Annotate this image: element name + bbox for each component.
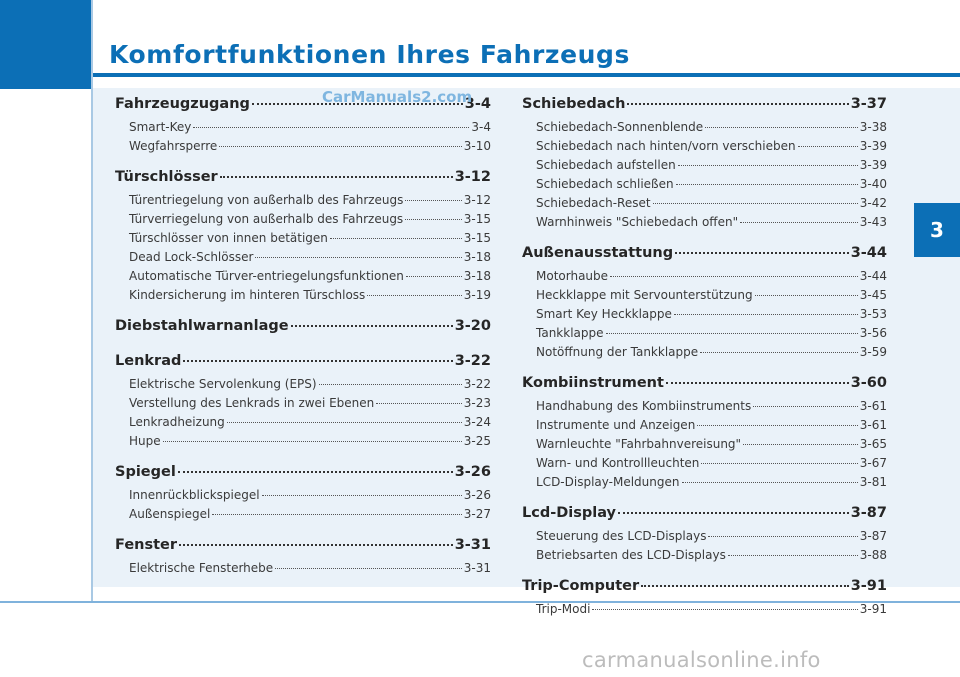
dot-leader: [193, 127, 469, 128]
dot-leader: [291, 325, 453, 327]
toc-entry[interactable]: [522, 158, 887, 177]
toc-section: [115, 169, 491, 307]
toc-section-title: Fenster: [115, 537, 178, 553]
toc-entry-title: LCD-Display-Meldungen: [536, 475, 680, 489]
toc-entry[interactable]: [115, 231, 491, 250]
toc-section-heading[interactable]: [522, 578, 887, 602]
dot-leader: [606, 333, 858, 334]
toc-entry-page: 3-19: [463, 288, 491, 302]
toc-section-heading[interactable]: [522, 505, 887, 529]
toc-entry-title: Türentriegelung von außerhalb des Fahrzeugs: [129, 193, 404, 207]
dot-leader: [708, 536, 857, 537]
chapter-tab[interactable]: [914, 203, 960, 257]
toc-entry-page: 3-15: [463, 231, 491, 245]
toc-entry[interactable]: [522, 177, 887, 196]
toc-entry-page: 3-39: [859, 139, 887, 153]
dot-leader: [682, 482, 858, 483]
dot-leader: [406, 276, 462, 277]
dot-leader: [755, 295, 858, 296]
toc-section-page: 3-31: [454, 537, 491, 553]
toc-section-title: Fahrzeugzugang: [115, 96, 250, 112]
toc-entry-title: Schiebedach aufstellen: [536, 158, 676, 172]
toc-section: [522, 245, 887, 364]
toc-entry-title: Schiebedach-Reset: [536, 196, 651, 210]
left-margin-panel: [0, 0, 93, 603]
toc-entry-page: 3-18: [463, 250, 491, 264]
toc-entry-title: Schiebedach schließen: [536, 177, 674, 191]
toc-section: [522, 96, 887, 234]
toc-entry-page: 3-45: [859, 288, 887, 302]
toc-entry-title: Heckklappe mit Servounterstützung: [536, 288, 753, 302]
toc-entry-title: Trip-Modi: [536, 602, 591, 616]
toc-section: [115, 464, 491, 526]
dot-leader: [610, 276, 858, 277]
toc-entry[interactable]: [522, 215, 887, 234]
dot-leader: [367, 295, 461, 296]
toc-entry-title: Smart-Key: [129, 120, 192, 134]
toc-entry[interactable]: [522, 139, 887, 158]
toc-entry-page: 3-42: [859, 196, 887, 210]
watermark-carmanualsonline: carmanualsonline.info: [582, 648, 821, 672]
dot-leader: [740, 222, 858, 223]
toc-section-heading[interactable]: [115, 169, 491, 193]
toc-entry-title: Automatische Türver-entriegelungsfunktionen: [129, 269, 404, 283]
toc-section-page: 3-91: [850, 578, 887, 594]
toc-column-left: [115, 96, 491, 591]
toc-entry-page: 3-27: [463, 507, 491, 521]
toc-entry-page: 3-43: [859, 215, 887, 229]
toc-entry[interactable]: [522, 288, 887, 307]
toc-section: [115, 353, 491, 453]
toc-entry-page: 3-18: [463, 269, 491, 283]
toc-entry-page: 3-38: [859, 120, 887, 134]
toc-entry-title: Elektrische Fensterhebe: [129, 561, 274, 575]
toc-entry-title: Steuerung des LCD-Displays: [536, 529, 707, 543]
toc-entry[interactable]: [522, 602, 887, 621]
toc-entry[interactable]: [115, 377, 491, 396]
dot-leader: [641, 585, 849, 587]
toc-entry-page: 3-44: [859, 269, 887, 283]
toc-entry-title: Dead Lock-Schlösser: [129, 250, 254, 264]
toc-section-page: 3-60: [850, 375, 887, 391]
toc-entry[interactable]: [115, 288, 491, 307]
dot-leader: [753, 406, 858, 407]
dot-leader: [220, 176, 453, 178]
toc-section-heading[interactable]: [115, 537, 491, 561]
dot-leader: [618, 512, 849, 514]
toc-entry-title: Warn- und Kontrollleuchten: [536, 456, 700, 470]
toc-entry[interactable]: [522, 437, 887, 456]
toc-section: [115, 537, 491, 580]
toc-section-heading[interactable]: [522, 375, 887, 399]
toc-entry-page: 3-31: [463, 561, 491, 575]
dot-leader: [405, 200, 461, 201]
toc-entry[interactable]: [115, 269, 491, 288]
toc-section-title: Türschlösser: [115, 169, 218, 185]
toc-entry-page: 3-22: [463, 377, 491, 391]
toc-entry-page: 3-67: [859, 456, 887, 470]
dot-leader: [163, 441, 462, 442]
toc-entry-title: Elektrische Servolenkung (EPS): [129, 377, 317, 391]
toc-entry[interactable]: [522, 326, 887, 345]
toc-entry-title: Türverriegelung von außerhalb des Fahrzeugs: [129, 212, 404, 226]
dot-leader: [678, 165, 858, 166]
toc-entry-page: 3-91: [859, 602, 887, 616]
dot-leader: [183, 360, 452, 362]
toc-section-page: 3-12: [454, 169, 491, 185]
dot-leader: [178, 471, 453, 473]
toc-entry[interactable]: [115, 415, 491, 434]
toc-entry-page: 3-61: [859, 418, 887, 432]
toc-entry-title: Motorhaube: [536, 269, 609, 283]
toc-entry-title: Handhabung des Kombiinstruments: [536, 399, 752, 413]
dot-leader: [701, 463, 857, 464]
toc-entry[interactable]: [522, 120, 887, 139]
toc-entry-title: Hupe: [129, 434, 161, 448]
toc-entry[interactable]: [115, 120, 491, 139]
toc-section-title: Trip-Computer: [522, 578, 640, 594]
toc-entry-title: Verstellung des Lenkrads in zwei Ebenen: [129, 396, 375, 410]
dot-leader: [330, 238, 462, 239]
toc-entry-title: Wegfahrsperre: [129, 139, 218, 153]
dot-leader: [227, 422, 462, 423]
toc-entry[interactable]: [522, 548, 887, 567]
toc-entry[interactable]: [522, 345, 887, 364]
dot-leader: [666, 382, 849, 384]
title-underline: [93, 73, 960, 77]
dot-leader: [275, 568, 462, 569]
toc-entry[interactable]: [115, 488, 491, 507]
dot-leader: [700, 352, 858, 353]
toc-entry-title: Notöffnung der Tankklappe: [536, 345, 699, 359]
toc-section-title: Lenkrad: [115, 353, 182, 369]
toc-section-page: 3-37: [850, 96, 887, 112]
toc-entry-page: 3-65: [859, 437, 887, 451]
chapter-corner-block: [0, 0, 91, 89]
toc-entry[interactable]: [115, 434, 491, 453]
toc-entry[interactable]: [522, 399, 887, 418]
toc-entry[interactable]: [115, 507, 491, 526]
dot-leader: [743, 444, 858, 445]
toc-entry-title: Warnhinweis "Schiebedach offen": [536, 215, 739, 229]
toc-entry-title: Kindersicherung im hinteren Türschloss: [129, 288, 366, 302]
toc-entry-page: 3-81: [859, 475, 887, 489]
toc-entry-page: 3-15: [463, 212, 491, 226]
toc-entry-page: 3-24: [463, 415, 491, 429]
toc-section-page: 3-87: [850, 505, 887, 521]
dot-leader: [676, 184, 858, 185]
dot-leader: [798, 146, 858, 147]
dot-leader: [262, 495, 462, 496]
toc-entry-title: Instrumente und Anzeigen: [536, 418, 696, 432]
toc-entry-page: 3-39: [859, 158, 887, 172]
toc-section-title: Spiegel: [115, 464, 176, 480]
toc-entry-title: Schiebedach-Sonnenblende: [536, 120, 704, 134]
dot-leader: [627, 103, 848, 105]
toc-section-page: 3-4: [464, 96, 491, 112]
dot-leader: [697, 425, 857, 426]
toc-section-heading[interactable]: [522, 96, 887, 120]
toc-entry-title: Außenspiegel: [129, 507, 211, 521]
toc-section-page: 3-20: [454, 318, 491, 334]
toc-entry[interactable]: [522, 475, 887, 494]
watermark-carmanuals: CarManuals2.com: [322, 88, 473, 106]
toc-entry-page: 3-23: [463, 396, 491, 410]
toc-entry-page: 3-12: [463, 193, 491, 207]
toc-entry-page: 3-61: [859, 399, 887, 413]
dot-leader: [675, 252, 849, 254]
toc-section-page: 3-44: [850, 245, 887, 261]
dot-leader: [592, 609, 857, 610]
toc-entry[interactable]: [522, 269, 887, 288]
toc-entry-page: 3-56: [859, 326, 887, 340]
chapter-number: 3: [930, 218, 944, 242]
toc-section: [522, 505, 887, 567]
dot-leader: [219, 146, 461, 147]
dot-leader: [179, 544, 453, 546]
toc-entry-title: Warnleuchte "Fahrbahnvereisung": [536, 437, 742, 451]
toc-entry-page: 3-25: [463, 434, 491, 448]
toc-entry-page: 3-26: [463, 488, 491, 502]
toc-entry-page: 3-10: [463, 139, 491, 153]
toc-section-heading[interactable]: [115, 464, 491, 488]
dot-leader: [319, 384, 462, 385]
dot-leader: [728, 555, 858, 556]
toc-entry-page: 3-40: [859, 177, 887, 191]
toc-entry-page: 3-87: [859, 529, 887, 543]
toc-entry[interactable]: [115, 212, 491, 231]
toc-section-title: Außenausstattung: [522, 245, 674, 261]
toc-section-heading[interactable]: [115, 353, 491, 377]
dot-leader: [405, 219, 462, 220]
toc-entry[interactable]: [115, 250, 491, 269]
toc-entry-title: Smart Key Heckklappe: [536, 307, 672, 321]
toc-entry-page: 3-88: [859, 548, 887, 562]
toc-section: [115, 318, 491, 342]
toc-entry[interactable]: [115, 561, 491, 580]
toc-section-page: 3-22: [454, 353, 491, 369]
toc-section-title: Lcd-Display: [522, 505, 617, 521]
toc-entry-page: 3-4: [471, 120, 491, 134]
toc-entry-title: Innenrückblickspiegel: [129, 488, 260, 502]
toc-entry[interactable]: [522, 529, 887, 548]
toc-entry-title: Betriebsarten des LCD-Displays: [536, 548, 726, 562]
toc-section: [522, 375, 887, 494]
dot-leader: [212, 514, 461, 515]
toc-entry-page: 3-59: [859, 345, 887, 359]
toc-entry[interactable]: [522, 418, 887, 437]
toc-section-title: Schiebedach: [522, 96, 626, 112]
toc-section-title: Diebstahlwarnanlage: [115, 318, 289, 334]
toc-entry[interactable]: [115, 396, 491, 415]
toc-entry[interactable]: [115, 193, 491, 212]
chapter-title: Komfortfunktionen Ihres Fahrzeugs: [109, 40, 630, 69]
dot-leader: [653, 203, 858, 204]
toc-entry-page: 3-53: [859, 307, 887, 321]
dot-leader: [705, 127, 858, 128]
toc-entry[interactable]: [522, 456, 887, 475]
toc-section-page: 3-26: [454, 464, 491, 480]
toc-entry-title: Türschlösser von innen betätigen: [129, 231, 328, 245]
toc-entry-title: Tankklappe: [536, 326, 604, 340]
toc-entry[interactable]: [522, 196, 887, 215]
toc-section-title: Kombiinstrument: [522, 375, 664, 391]
toc-column-right: [522, 96, 887, 632]
toc-section-heading[interactable]: [115, 318, 491, 342]
dot-leader: [674, 314, 858, 315]
toc-entry-title: Lenkradheizung: [129, 415, 225, 429]
toc-section: [522, 578, 887, 621]
toc-entry-title: Schiebedach nach hinten/vorn verschieben: [536, 139, 796, 153]
toc-entry[interactable]: [115, 139, 491, 158]
toc-entry[interactable]: [522, 307, 887, 326]
toc-section-heading[interactable]: [522, 245, 887, 269]
dot-leader: [255, 257, 461, 258]
dot-leader: [376, 403, 461, 404]
